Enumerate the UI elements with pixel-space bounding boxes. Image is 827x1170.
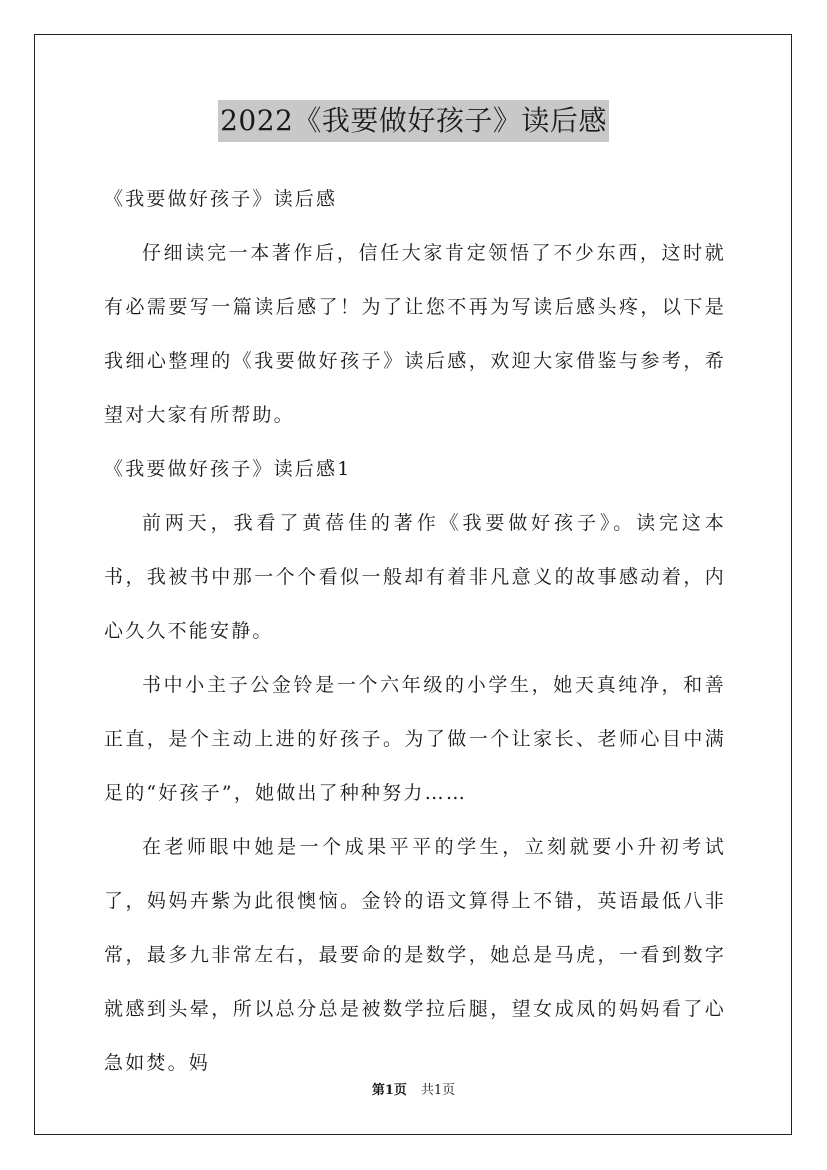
paragraph-heading-1: 《我要做好孩子》读后感1 [104, 458, 352, 480]
title-container [0, 100, 827, 142]
paragraph-body: 书中小主子公金铃是一个六年级的小学生，她天真纯净，和善正直，是个主动上进的好孩子。为了做一个让家长、老师心目中满足的“好孩子”，她做出了种种努力…… [104, 674, 726, 804]
paragraph-body: 前两天，我看了黄蓓佳的著作《我要做好孩子》。读完这本书，我被书中那一个个看似一般却有着非凡意义的故事感动着，内心久久不能安静。 [104, 512, 726, 642]
document-body [104, 172, 726, 1090]
page-number: 第1页 [371, 1083, 407, 1098]
paragraph-subtitle: 《我要做好孩子》读后感 [104, 188, 338, 210]
page-total: 共1页 [420, 1083, 456, 1098]
page-footer [0, 1082, 827, 1100]
paragraph-intro: 仔细读完一本著作后，信任大家肯定领悟了不少东西，这时就有必需要写一篇读后感了！为了让您不再为写读后感头疼，以下是我细心整理的《我要做好孩子》读后感，欢迎大家借鉴与参考，希望对大家有所帮助。 [104, 242, 726, 426]
document-title: 2022《我要做好孩子》读后感 [218, 100, 609, 142]
paragraph-body: 在老师眼中她是一个成果平平的学生，立刻就要小升初考试了，妈妈卉紫为此很懊恼。金铃的语文算得上不错，英语最低八非常，最多九非常左右，最要命的是数学，她总是马虎，一看到数字就感到头晕，所以总分总是被数学拉后腿，望女成凤的妈妈看了心急如焚。妈 [104, 836, 726, 1074]
